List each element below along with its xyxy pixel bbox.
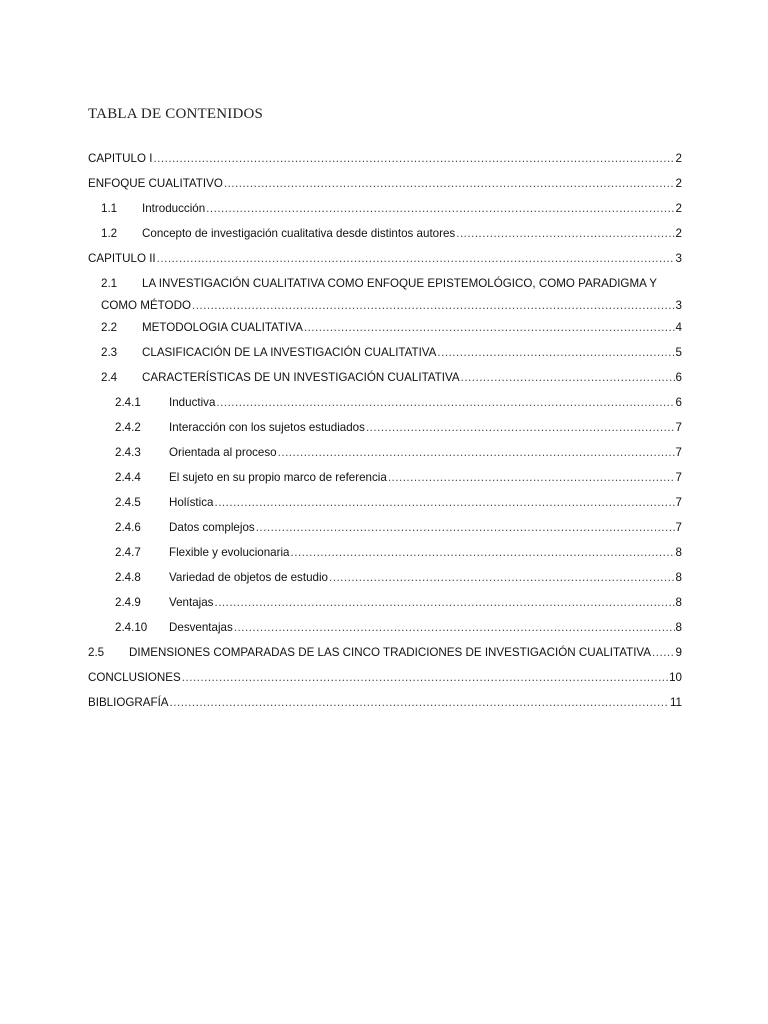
- toc-entry-2-4-6[interactable]: [88, 521, 682, 546]
- toc-entry-number: 2.2: [101, 321, 118, 334]
- dot-leader: [437, 346, 674, 359]
- toc-entry-2-5[interactable]: [88, 646, 682, 671]
- toc-entry-label: Introducción: [142, 202, 206, 215]
- toc-entry-page: 7: [675, 496, 682, 509]
- toc-entry-page: 7: [675, 421, 682, 434]
- toc-entry-number: 2.4.7: [115, 546, 141, 559]
- dot-leader: [256, 521, 675, 534]
- toc-entry-number: 2.4.6: [115, 521, 141, 534]
- toc-entry-number: 2.4: [101, 371, 118, 384]
- toc-entry-1-1[interactable]: [88, 202, 682, 227]
- toc-entry-number: 2.3: [101, 346, 118, 359]
- toc-entry-label: Orientada al proceso: [169, 446, 277, 459]
- toc-entry-2-4-7[interactable]: [88, 546, 682, 571]
- toc-entry-label: Variedad de objetos de estudio: [169, 571, 328, 584]
- dot-leader: [456, 227, 674, 240]
- dot-leader: [291, 546, 675, 559]
- toc-entry-label: CLASIFICACIÓN DE LA INVESTIGACIÓN CUALITATIVA: [142, 346, 437, 359]
- dot-leader: [652, 646, 675, 659]
- dot-leader: [216, 396, 674, 409]
- toc-entry-page: 2: [675, 152, 682, 165]
- toc-entry-2-4-3[interactable]: [88, 446, 682, 471]
- toc-entry-number: 2.4.2: [115, 421, 141, 434]
- toc-entry-page: 7: [675, 446, 682, 459]
- dot-leader: [224, 177, 675, 190]
- dot-leader: [192, 299, 675, 312]
- toc-entry-number: 2.5: [88, 646, 105, 659]
- toc-entry-number: 2.4.4: [115, 471, 141, 484]
- toc-entry-page: 3: [675, 299, 682, 312]
- dot-leader: [170, 696, 669, 709]
- toc-entry-number: 1.1: [101, 202, 118, 215]
- toc-entry-2-4[interactable]: [88, 371, 682, 396]
- toc-entry-2-2[interactable]: [88, 321, 682, 346]
- toc-entry-1-2[interactable]: [88, 227, 682, 252]
- dot-leader: [214, 496, 674, 509]
- dot-leader: [366, 421, 675, 434]
- dot-leader: [206, 202, 674, 215]
- toc-entry-label: Interacción con los sujetos estudiados: [169, 421, 365, 434]
- toc-entry-conclusiones[interactable]: [88, 671, 682, 696]
- toc-entry-label: El sujeto en su propio marco de referencia: [169, 471, 387, 484]
- dot-leader: [214, 596, 674, 609]
- dot-leader: [234, 621, 675, 634]
- toc-entry-label: Desventajas: [169, 621, 233, 634]
- dot-leader: [157, 252, 675, 265]
- toc-entry-page: 6: [675, 396, 682, 409]
- toc-entry-number: 2.4.10: [115, 621, 148, 634]
- dot-leader: [329, 571, 675, 584]
- dot-leader: [182, 671, 668, 684]
- toc-entry-page: 11: [669, 696, 682, 709]
- toc-entry-page: 7: [675, 471, 682, 484]
- dot-leader: [461, 371, 675, 384]
- toc-entry-label: DIMENSIONES COMPARADAS DE LAS CINCO TRADICIONES DE INVESTIGACIÓN CUALITATIVA: [129, 646, 652, 659]
- toc-entry-number: 2.4.3: [115, 446, 141, 459]
- toc-entry-number: 2.4.5: [115, 496, 141, 509]
- toc-entry-page: 2: [675, 202, 682, 215]
- toc-entry-number: 2.4.1: [115, 396, 141, 409]
- toc-entry-page: 8: [675, 571, 682, 584]
- toc-entry-page: 9: [675, 646, 682, 659]
- toc-entry-2-1[interactable]: [88, 277, 682, 321]
- toc-entry-enfoque-cualitativo[interactable]: [88, 177, 682, 202]
- toc-entry-label: Ventajas: [169, 596, 214, 609]
- dot-leader: [278, 446, 675, 459]
- toc-entry-label: Concepto de investigación cualitativa desde distintos autores: [142, 227, 456, 240]
- toc-entry-label: Holística: [169, 496, 214, 509]
- toc-entry-label: ENFOQUE CUALITATIVO: [88, 177, 223, 190]
- toc-entry-label: CARACTERÍSTICAS DE UN INVESTIGACIÓN CUALITATIVA: [142, 371, 460, 384]
- toc-entry-page: 2: [675, 177, 682, 190]
- toc-entry-2-3[interactable]: [88, 346, 682, 371]
- toc-entry-page: 5: [675, 346, 682, 359]
- table-of-contents: [88, 152, 682, 721]
- toc-entry-page: 7: [675, 521, 682, 534]
- toc-entry-capitulo-1[interactable]: [88, 152, 682, 177]
- toc-entry-capitulo-2[interactable]: [88, 252, 682, 277]
- toc-entry-label: Inductiva: [169, 396, 216, 409]
- toc-entry-label: LA INVESTIGACIÓN CUALITATIVA COMO ENFOQUE EPISTEMOLÓGICO, COMO PARADIGMA Y: [142, 277, 657, 290]
- toc-entry-number: 2.1: [101, 277, 118, 290]
- toc-entry-2-4-4[interactable]: [88, 471, 682, 496]
- dot-leader: [388, 471, 675, 484]
- toc-entry-page: 2: [675, 227, 682, 240]
- toc-entry-page: 8: [675, 621, 682, 634]
- toc-entry-label: CAPITULO II: [88, 252, 156, 265]
- toc-entry-label: BIBLIOGRAFÍA: [88, 696, 169, 709]
- dot-leader: [304, 321, 675, 334]
- toc-title: TABLA DE CONTENIDOS: [88, 106, 264, 122]
- toc-entry-label: METODOLOGIA CUALITATIVA: [142, 321, 303, 334]
- toc-entry-label: Flexible y evolucionaria: [169, 546, 290, 559]
- dot-leader: [153, 152, 674, 165]
- toc-entry-bibliografia[interactable]: [88, 696, 682, 721]
- toc-entry-page: 3: [675, 252, 682, 265]
- toc-entry-2-4-9[interactable]: [88, 596, 682, 621]
- toc-entry-page: 10: [669, 671, 682, 684]
- toc-entry-number: 2.4.9: [115, 596, 141, 609]
- toc-entry-page: 8: [675, 546, 682, 559]
- toc-entry-label: CAPITULO I: [88, 152, 153, 165]
- toc-entry-2-4-8[interactable]: [88, 571, 682, 596]
- toc-entry-label: Datos complejos: [169, 521, 255, 534]
- toc-entry-page: 8: [675, 596, 682, 609]
- toc-entry-number: 1.2: [101, 227, 118, 240]
- toc-entry-label: CONCLUSIONES: [88, 671, 181, 684]
- toc-entry-page: 6: [675, 371, 682, 384]
- toc-entry-2-4-2[interactable]: [88, 421, 682, 446]
- toc-entry-label-continued: COMO MÉTODO: [101, 299, 191, 312]
- toc-entry-2-4-5[interactable]: [88, 496, 682, 521]
- toc-entry-2-4-1[interactable]: [88, 396, 682, 421]
- toc-entry-2-4-10[interactable]: [88, 621, 682, 646]
- toc-entry-number: 2.4.8: [115, 571, 141, 584]
- toc-entry-page: 4: [675, 321, 682, 334]
